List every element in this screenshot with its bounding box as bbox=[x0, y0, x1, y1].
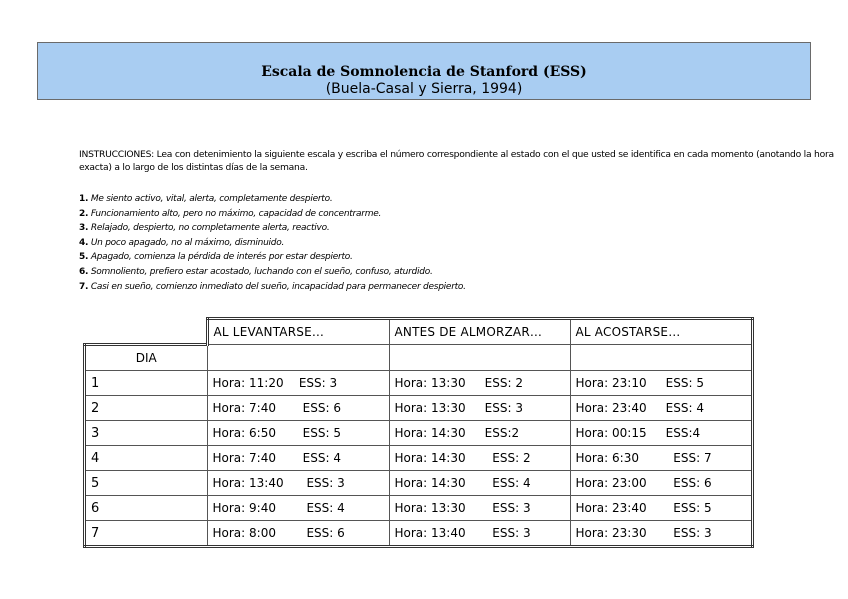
title-box bbox=[37, 42, 811, 100]
empty-corner-cell bbox=[85, 319, 208, 345]
day-number: 4 bbox=[85, 446, 208, 471]
column-header-almorzar: ANTES DE ALMORZAR… bbox=[389, 319, 570, 345]
table-cell: Hora: 9:40 ESS: 4 bbox=[207, 496, 389, 521]
table-cell: Hora: 23:10 ESS: 5 bbox=[570, 371, 752, 396]
document-subtitle: (Buela-Casal y Sierra, 1994) bbox=[325, 81, 523, 97]
table-cell: Hora: 13:40 ESS: 3 bbox=[389, 521, 570, 547]
day-number: 5 bbox=[85, 471, 208, 496]
table-cell: Hora: 23:00 ESS: 6 bbox=[570, 471, 752, 496]
scale-item: 6. Somnoliento, prefiero estar acostado, luchando con el sueño, confuso, aturdido. bbox=[79, 266, 433, 277]
day-header: DIA bbox=[85, 345, 208, 371]
table-row bbox=[85, 371, 753, 396]
table-cell: Hora: 11:20 ESS: 3 bbox=[207, 371, 389, 396]
table-cell: Hora: 7:40 ESS: 4 bbox=[207, 446, 389, 471]
day-number: 1 bbox=[85, 371, 208, 396]
table-row bbox=[85, 421, 753, 446]
day-number: 7 bbox=[85, 521, 208, 547]
table-cell bbox=[389, 345, 570, 371]
table-header-row bbox=[85, 319, 753, 345]
document-title: Escala de Somnolencia de Stanford (ESS) bbox=[261, 64, 587, 80]
table-row bbox=[85, 496, 753, 521]
table-cell bbox=[570, 345, 752, 371]
scale-item: 7. Casi en sueño, comienzo inmediato del sueño, incapacidad para permanecer despierto. bbox=[79, 281, 466, 292]
column-header-acostarse: AL ACOSTARSE… bbox=[570, 319, 752, 345]
table-cell: Hora: 7:40 ESS: 6 bbox=[207, 396, 389, 421]
table-cell: Hora: 23:30 ESS: 3 bbox=[570, 521, 752, 547]
instructions-text: INSTRUCCIONES: Lea con detenimiento la siguiente escala y escriba el número correspondiente al estado con el que usted se identifica en cada momento (anotando la hora exacta) a lo largo de los distintas días de la semana. bbox=[79, 149, 834, 173]
sleepiness-table bbox=[83, 317, 754, 548]
column-header-levantarse: AL LEVANTARSE… bbox=[207, 319, 389, 345]
table-cell: Hora: 23:40 ESS: 4 bbox=[570, 396, 752, 421]
table-row bbox=[85, 446, 753, 471]
day-number: 6 bbox=[85, 496, 208, 521]
scale-item: 3. Relajado, despierto, no completamente alerta, reactivo. bbox=[79, 223, 330, 234]
table-cell: Hora: 6:50 ESS: 5 bbox=[207, 421, 389, 446]
day-number: 2 bbox=[85, 396, 208, 421]
table-cell: Hora: 14:30 ESS: 2 bbox=[389, 446, 570, 471]
table-cell: Hora: 23:40 ESS: 5 bbox=[570, 496, 752, 521]
table-cell: Hora: 14:30 ESS: 4 bbox=[389, 471, 570, 496]
table-row bbox=[85, 471, 753, 496]
table-cell: Hora: 13:30 ESS: 2 bbox=[389, 371, 570, 396]
scale-item: 2. Funcionamiento alto, pero no máximo, capacidad de concentrarme. bbox=[79, 208, 382, 219]
table-cell: Hora: 13:30 ESS: 3 bbox=[389, 396, 570, 421]
table-cell: Hora: 13:30 ESS: 3 bbox=[389, 496, 570, 521]
day-number: 3 bbox=[85, 421, 208, 446]
scale-item: 4. Un poco apagado, no al máximo, disminuido. bbox=[79, 237, 285, 248]
table-cell: Hora: 00:15 ESS:4 bbox=[570, 421, 752, 446]
table-cell: Hora: 14:30 ESS:2 bbox=[389, 421, 570, 446]
table-cell bbox=[207, 345, 389, 371]
table-cell: Hora: 8:00 ESS: 6 bbox=[207, 521, 389, 547]
table-row bbox=[85, 345, 753, 371]
scale-item: 1. Me siento activo, vital, alerta, completamente despierto. bbox=[79, 194, 333, 204]
table-row bbox=[85, 396, 753, 421]
table-cell: Hora: 6:30 ESS: 7 bbox=[570, 446, 752, 471]
scale-item: 5. Apagado, comienza la pérdida de interés por estar despierto. bbox=[79, 252, 353, 263]
table-cell: Hora: 13:40 ESS: 3 bbox=[207, 471, 389, 496]
scale-list bbox=[79, 192, 799, 294]
table-row bbox=[85, 521, 753, 547]
